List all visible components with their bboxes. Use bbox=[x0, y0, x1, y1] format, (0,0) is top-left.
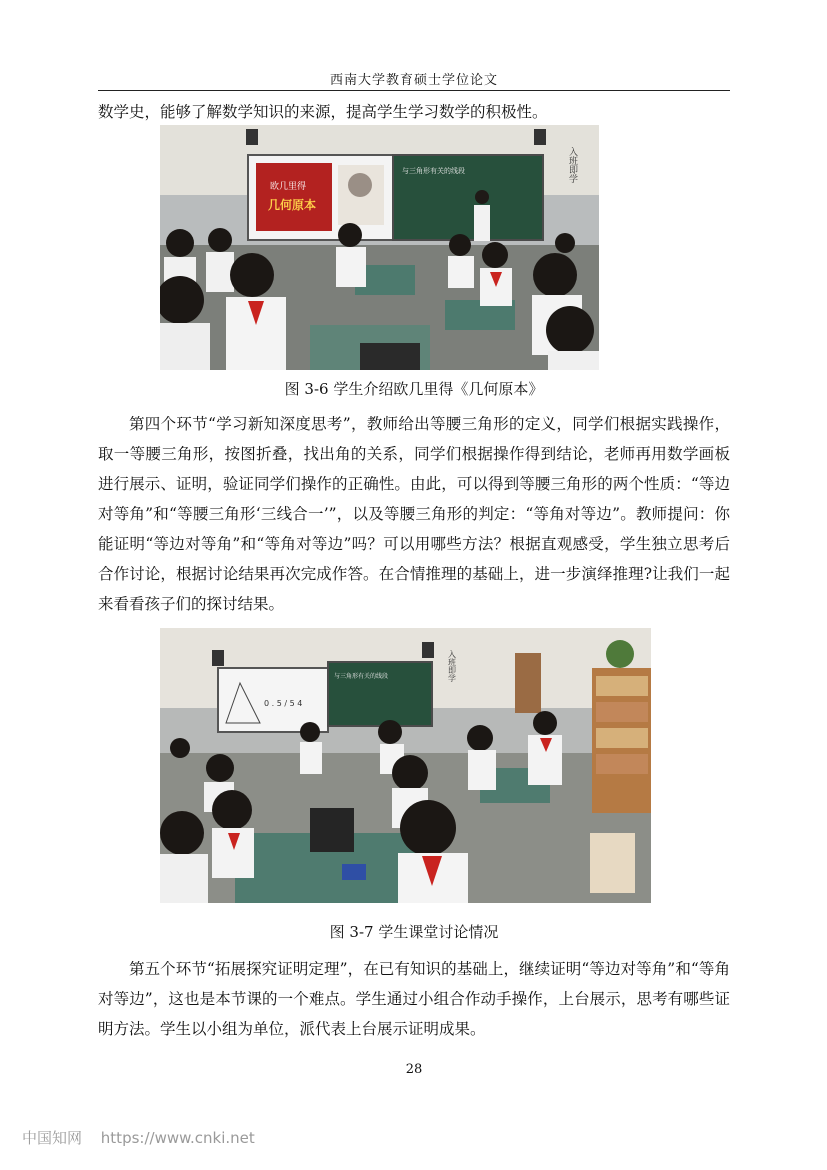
watermark-site-name: 中国知网 bbox=[22, 1129, 83, 1147]
watermark-url[interactable]: https://www.cnki.net bbox=[100, 1129, 255, 1147]
classroom-photo-1 bbox=[160, 125, 599, 370]
screen-text-3: 0 . 5 / 5 4 bbox=[264, 699, 303, 708]
page-number: 28 bbox=[405, 1062, 423, 1077]
cnki-watermark bbox=[22, 1127, 269, 1148]
screen-text-1: 欧几里得 bbox=[270, 182, 307, 192]
wall-text-2: 入班即学 bbox=[447, 650, 457, 682]
running-header: 西南大学教育硕士学位论文 bbox=[329, 73, 498, 88]
screen-text-2: 几何原本 bbox=[268, 198, 317, 212]
paragraph-2: 第四个环节“学习新知深度思考”，教师给出等腰三角形的定义，同学们根据实践操作，取一等腰三角形，按图折叠，找出角的关系，同学们根据操作得到结论，老师再用数学画板进行展示、证明，验证同学们操作的正确性。由此，可以得到等腰三角形的两个性质：“等边对等角”和“等腰三角形‘三线合一’”，以及等腰三角形的判定：“等角对等边”。教师提问：你能证明“等边对等角”和“等角对等边”吗？可以用哪些方法？根据直观感受，学生独立思考后合作讨论，根据讨论结果再次完成作答。在合情推理的基础上，进一步演绎推理?让我们一起来看看孩子们的探讨结果。 bbox=[98, 415, 730, 613]
board-text-1: 与三角形有关的线段 bbox=[402, 167, 465, 175]
paragraph-3: 第五个环节“拓展探究证明定理”，在已有知识的基础上，继续证明“等边对等角”和“等角对等边”，这也是本节课的一个难点。学生通过小组合作动手操作，上台展示，思考有哪些证明方法。学生以小组为单位，派代表上台展示证明成果。 bbox=[98, 960, 730, 1038]
figure-caption-3-6: 图 3-6 学生介绍欧几里得《几何原本》 bbox=[284, 380, 544, 398]
paragraph-1: 数学史，能够了解数学知识的来源，提高学生学习数学的积极性。 bbox=[98, 103, 548, 121]
figure-caption-3-7: 图 3-7 学生课堂讨论情况 bbox=[329, 923, 499, 941]
classroom-photo-2 bbox=[160, 628, 651, 903]
wall-text-1: 入班即学 bbox=[567, 147, 577, 183]
board-text-2: 与三角形有关的线段 bbox=[334, 673, 389, 680]
header-rule bbox=[98, 90, 730, 91]
